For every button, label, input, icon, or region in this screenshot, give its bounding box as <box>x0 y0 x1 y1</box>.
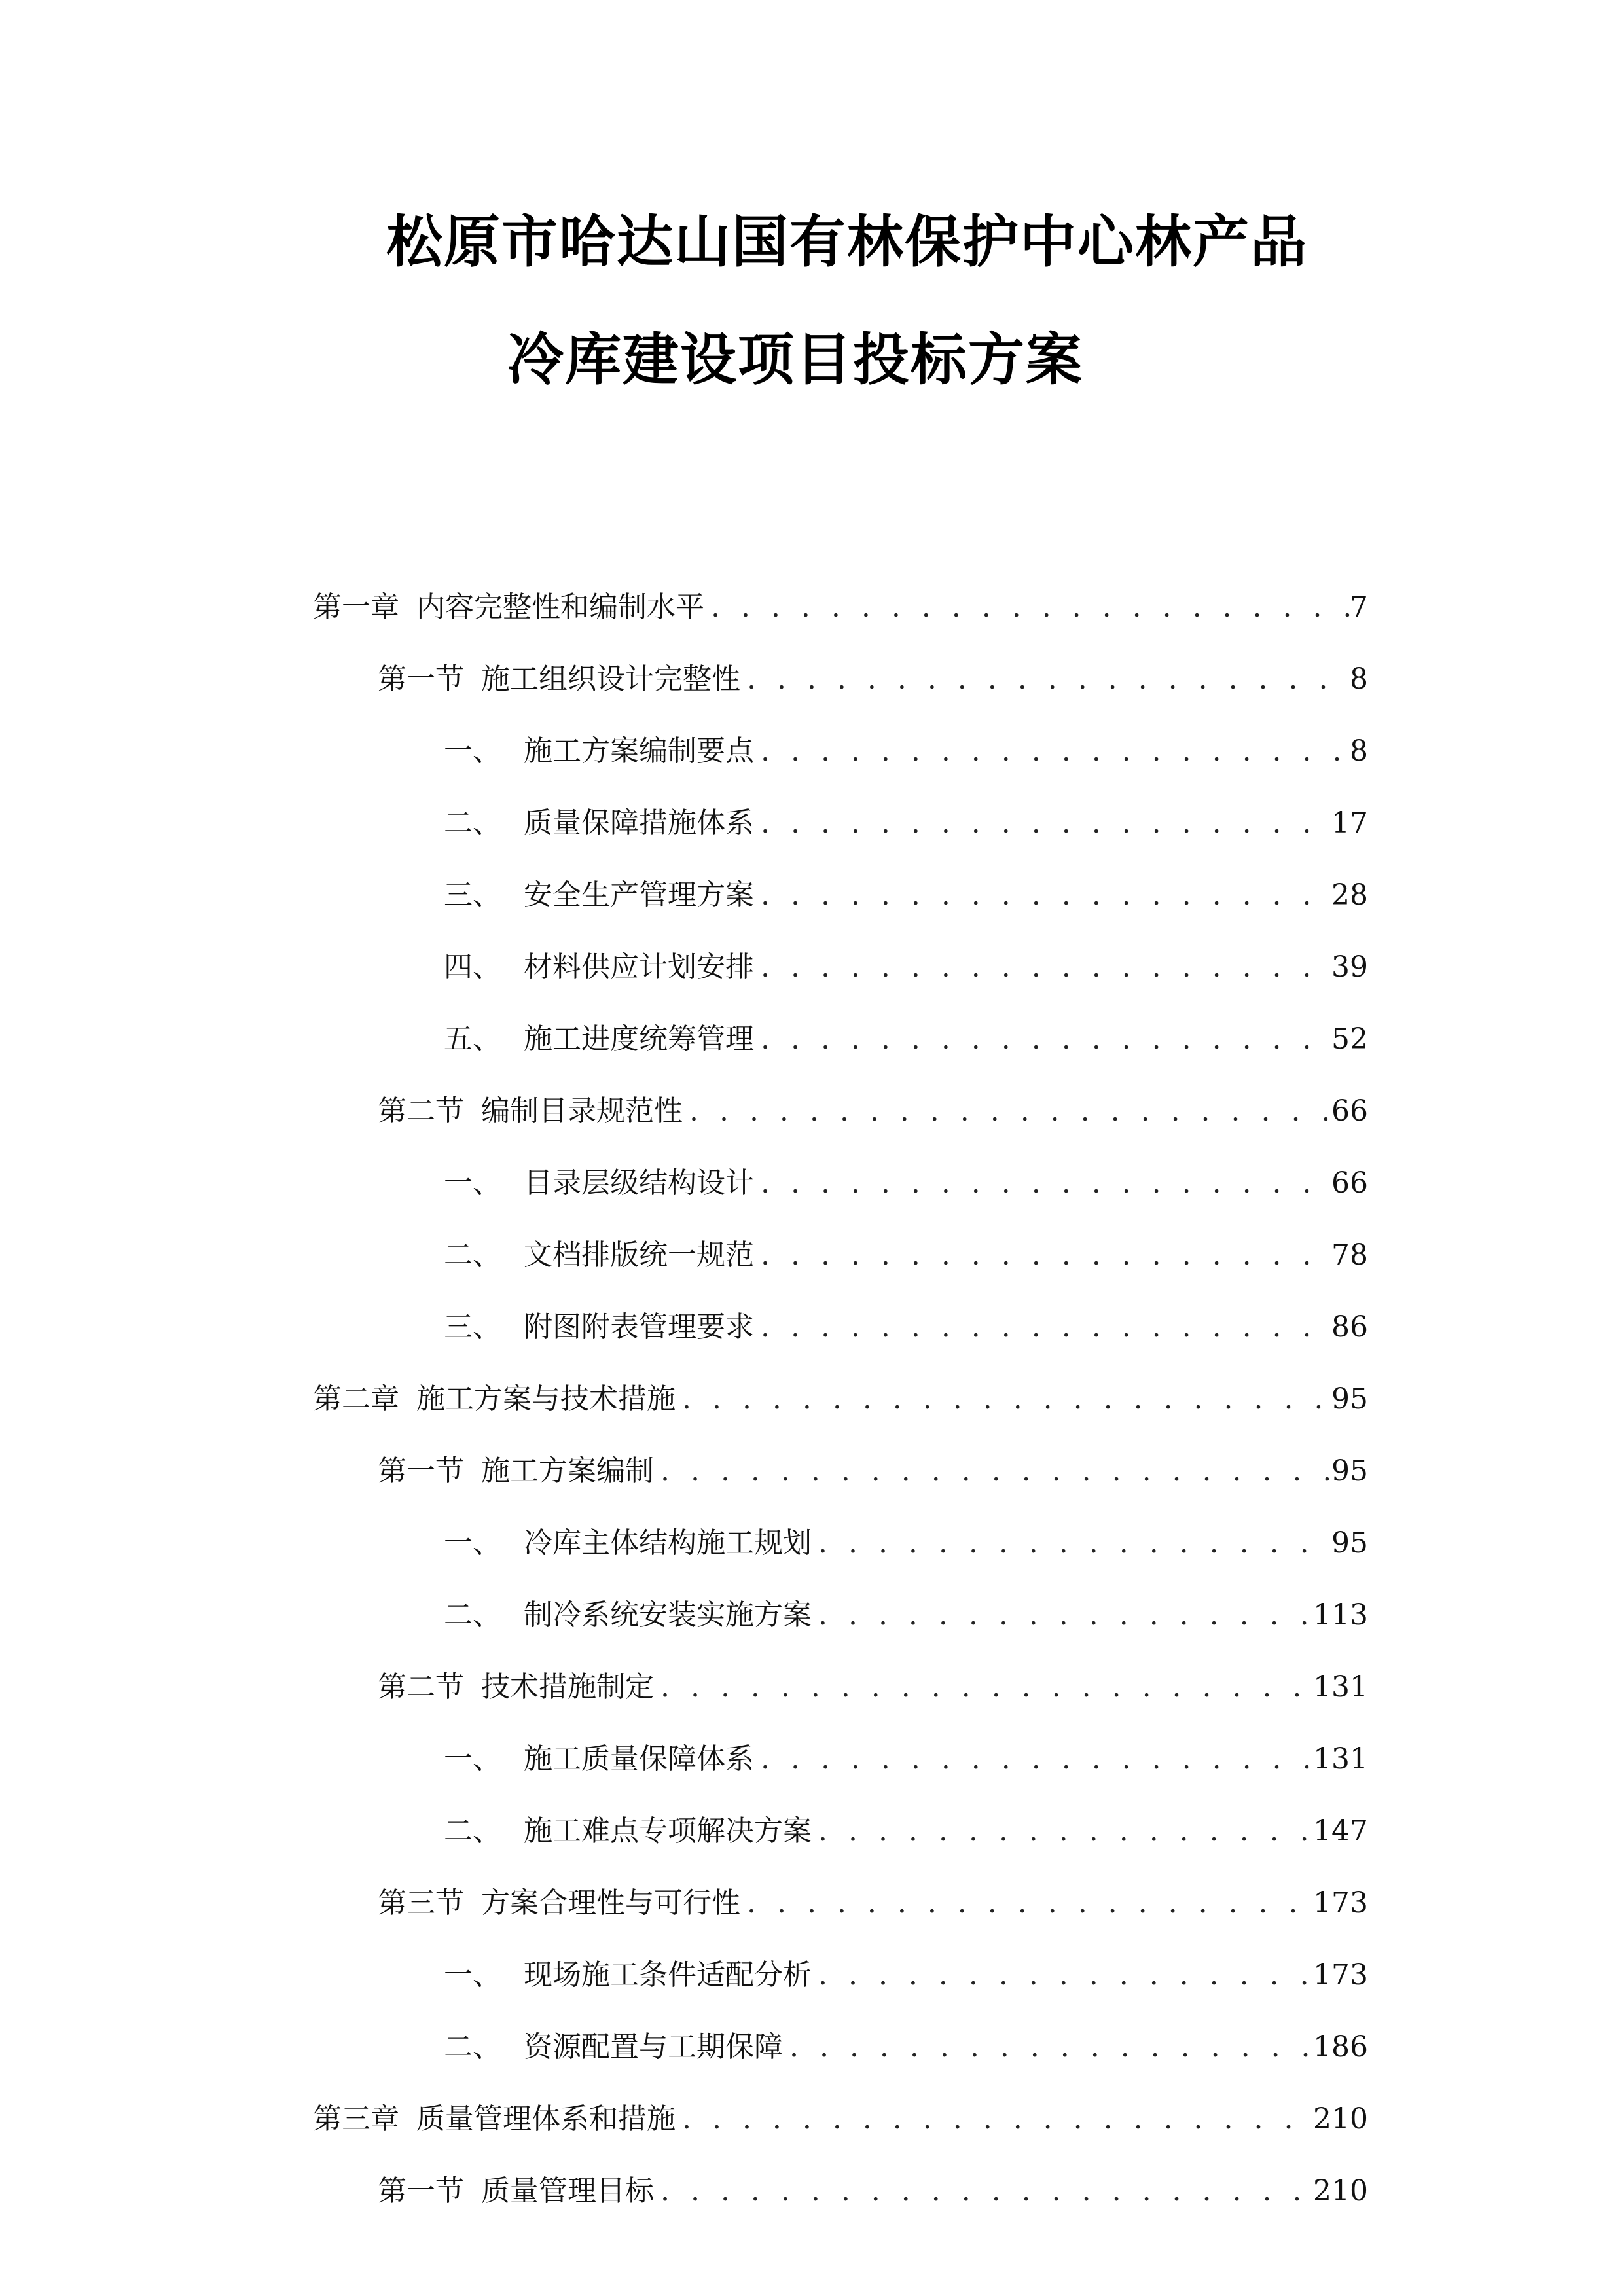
toc-entry-title: 施工方案编制要点 <box>524 734 754 768</box>
toc-entry[interactable] <box>313 581 1368 634</box>
toc-entry-number: 三、 <box>444 1310 501 1344</box>
toc-entry-number: 第二节 <box>378 1670 464 1704</box>
toc-entry[interactable] <box>313 2093 1368 2145</box>
toc-dot-leader <box>683 1085 1331 1138</box>
toc-entry-title: 目录层级结构设计 <box>524 1166 754 1200</box>
document-title-line-2: 冷库建设项目投标方案 <box>507 327 1083 393</box>
toc-entry-title: 制冷系统安装实施方案 <box>524 1598 812 1632</box>
toc-dot-leader <box>754 1013 1331 1066</box>
toc-entry-title: 施工方案编制 <box>481 1454 654 1488</box>
toc-entry[interactable] <box>378 1445 1368 1498</box>
toc-entry-title: 质量管理体系和措施 <box>416 2102 676 2136</box>
toc-entry[interactable] <box>444 1229 1368 1282</box>
toc-entry-number: 三、 <box>444 878 501 912</box>
toc-entry-number: 四、 <box>444 950 501 984</box>
toc-dot-leader <box>754 1229 1331 1282</box>
toc-entry-title: 材料供应计划安排 <box>524 950 754 984</box>
toc-entry-title: 编制目录规范性 <box>481 1094 683 1128</box>
toc-entry-page: 17 <box>1331 806 1368 840</box>
toc-entry[interactable] <box>444 1301 1368 1354</box>
toc-entry-page: 173 <box>1313 1958 1368 1992</box>
toc-dot-leader <box>704 581 1350 634</box>
toc-entry[interactable] <box>444 1805 1368 1857</box>
toc-entry-number: 一、 <box>444 1958 501 1992</box>
toc-entry-number: 第二节 <box>378 1094 464 1128</box>
toc-entry-page: 78 <box>1331 1238 1368 1272</box>
toc-entry-number: 一、 <box>444 1526 501 1560</box>
toc-entry-number: 二、 <box>444 806 501 840</box>
toc-entry[interactable] <box>444 2021 1368 2073</box>
toc-entry[interactable] <box>444 797 1368 850</box>
document-title-line-1: 松原市哈达山国有林保护中心林产品 <box>386 209 1308 275</box>
toc-entry-title: 施工组织设计完整性 <box>481 662 740 696</box>
toc-entry-title: 施工进度统筹管理 <box>524 1022 754 1056</box>
toc-entry-number: 一、 <box>444 1166 501 1200</box>
toc-dot-leader <box>812 1589 1313 1641</box>
toc-entry-page: 86 <box>1331 1310 1368 1344</box>
toc-entry-number: 二、 <box>444 2030 501 2064</box>
toc-entry[interactable] <box>444 1589 1368 1641</box>
toc-dot-leader <box>754 797 1331 850</box>
toc-entry-page: 66 <box>1331 1166 1368 1200</box>
toc-dot-leader <box>654 1661 1313 1713</box>
toc-entry-page: 52 <box>1331 1022 1368 1056</box>
toc-entry-title: 方案合理性与可行性 <box>481 1886 740 1920</box>
toc-entry-page: 186 <box>1313 2030 1368 2064</box>
toc-entry-number: 第二章 <box>313 1382 399 1416</box>
toc-dot-leader <box>754 1301 1331 1354</box>
toc-entry[interactable] <box>444 1013 1368 1066</box>
toc-entry-page: 95 <box>1331 1526 1368 1560</box>
toc-entry-page: 131 <box>1313 1742 1368 1776</box>
toc-dot-leader <box>812 1517 1331 1570</box>
toc-entry-title: 施工难点专项解决方案 <box>524 1814 812 1848</box>
toc-entry[interactable] <box>444 1157 1368 1210</box>
toc-entry[interactable] <box>444 869 1368 922</box>
toc-entry-title: 附图附表管理要求 <box>524 1310 754 1344</box>
toc-entry-page: 8 <box>1350 662 1368 696</box>
toc-entry[interactable] <box>444 941 1368 994</box>
toc-entry-page: 173 <box>1313 1886 1368 1920</box>
toc-entry[interactable] <box>378 2165 1368 2217</box>
toc-entry-number: 二、 <box>444 1598 501 1632</box>
toc-dot-leader <box>783 2021 1313 2073</box>
toc-entry-title: 文档排版统一规范 <box>524 1238 754 1272</box>
toc-entry-page: 131 <box>1313 1670 1368 1704</box>
toc-dot-leader <box>754 1157 1331 1210</box>
toc-dot-leader <box>754 1733 1313 1785</box>
toc-entry-number: 第一章 <box>313 590 399 624</box>
toc-dot-leader <box>654 2165 1313 2217</box>
toc-entry-number: 第一节 <box>378 662 464 696</box>
toc-entry[interactable] <box>378 1085 1368 1138</box>
toc-entry[interactable] <box>444 1949 1368 2001</box>
toc-dot-leader <box>812 1949 1313 2001</box>
toc-entry-title: 质量保障措施体系 <box>524 806 754 840</box>
toc-entry-title: 施工方案与技术措施 <box>416 1382 676 1416</box>
toc-entry-page: 147 <box>1313 1814 1368 1848</box>
toc-dot-leader <box>812 1805 1313 1857</box>
toc-entry-number: 第三章 <box>313 2102 399 2136</box>
toc-entry-number: 二、 <box>444 1238 501 1272</box>
toc-entry-number: 第三节 <box>378 1886 464 1920</box>
toc-entry[interactable] <box>378 1877 1368 1929</box>
toc-entry-title: 安全生产管理方案 <box>524 878 754 912</box>
toc-entry-page: 210 <box>1313 2174 1368 2208</box>
toc-entry-page: 95 <box>1331 1382 1368 1416</box>
toc-entry-number: 二、 <box>444 1814 501 1848</box>
toc-entry[interactable] <box>444 1517 1368 1570</box>
toc-entry-page: 66 <box>1331 1094 1368 1128</box>
toc-entry-number: 第一节 <box>378 2174 464 2208</box>
toc-entry-page: 39 <box>1331 950 1368 984</box>
toc-entry-title: 质量管理目标 <box>481 2174 654 2208</box>
toc-entry-number: 五、 <box>444 1022 501 1056</box>
toc-entry-page: 113 <box>1313 1598 1368 1632</box>
toc-dot-leader <box>676 2093 1313 2145</box>
toc-entry-page: 7 <box>1350 590 1368 624</box>
toc-dot-leader <box>654 1445 1331 1498</box>
toc-entry-title: 技术措施制定 <box>481 1670 654 1704</box>
toc-dot-leader <box>754 725 1350 778</box>
toc-dot-leader <box>754 869 1331 922</box>
toc-entry-title: 内容完整性和编制水平 <box>416 590 704 624</box>
toc-entry-number: 一、 <box>444 734 501 768</box>
toc-entry-title: 施工质量保障体系 <box>524 1742 754 1776</box>
toc-entry-title: 现场施工条件适配分析 <box>524 1958 812 1992</box>
toc-entry-title: 冷库主体结构施工规划 <box>524 1526 812 1560</box>
toc-dot-leader <box>754 941 1331 994</box>
toc-entry[interactable] <box>378 1661 1368 1713</box>
toc-entry-page: 28 <box>1331 878 1368 912</box>
toc-dot-leader <box>676 1373 1331 1426</box>
toc-entry[interactable] <box>378 653 1368 706</box>
toc-entry[interactable] <box>444 1733 1368 1785</box>
toc-entry-number: 第一节 <box>378 1454 464 1488</box>
toc-entry-page: 8 <box>1350 734 1368 768</box>
toc-entry[interactable] <box>444 725 1368 778</box>
toc-entry-title: 资源配置与工期保障 <box>524 2030 783 2064</box>
toc-dot-leader <box>740 1877 1313 1929</box>
toc-entry-page: 95 <box>1331 1454 1368 1488</box>
toc-entry-page: 210 <box>1313 2102 1368 2136</box>
toc-entry-number: 一、 <box>444 1742 501 1776</box>
toc-entry[interactable] <box>313 1373 1368 1426</box>
toc-dot-leader <box>740 653 1350 706</box>
